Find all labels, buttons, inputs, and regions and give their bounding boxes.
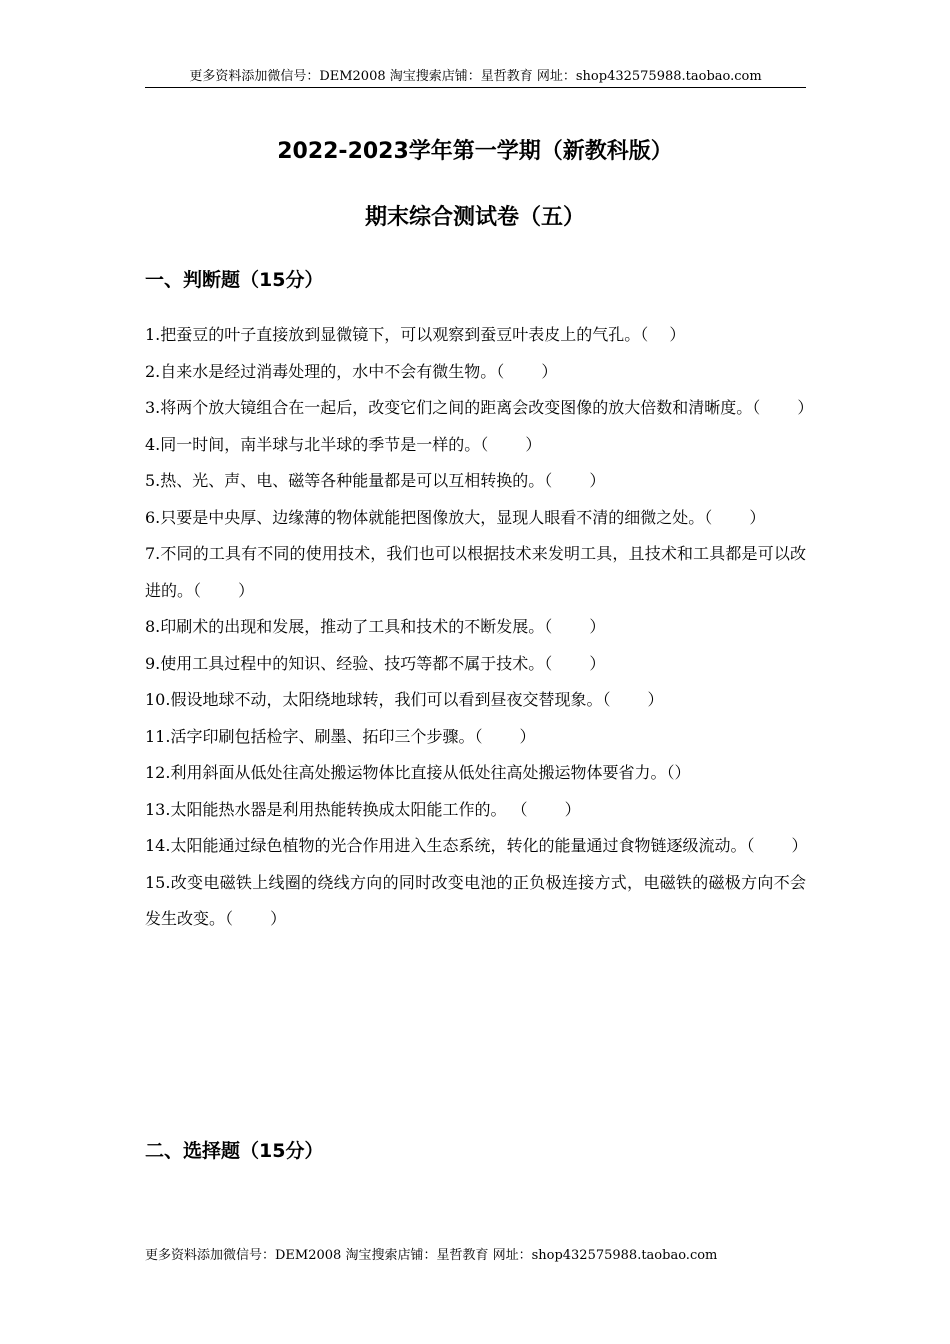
question-item: 9.使用工具过程中的知识、经验、技巧等都不属于技术。（ ）: [145, 653, 606, 673]
question-item: 8.印刷术的出现和发展，推动了工具和技术的不断发展。（ ）: [145, 617, 606, 636]
page-footer: 更多资料添加微信号：DEM2008 淘宝搜索店铺：星哲教育 网址：shop432575988.taobao.com: [145, 1248, 718, 1263]
header-divider: [145, 87, 806, 88]
section-heading-judgment: 一、判断题（15分）: [145, 269, 324, 291]
question-item: 14.太阳能通过绿色植物的光合作用进入生态系统，转化的能量通过食物链逐级流动。（ ）: [145, 836, 808, 855]
page-header: 更多资料添加微信号：DEM2008 淘宝搜索店铺：星哲教育 网址：shop432575988.taobao.com: [189, 69, 762, 84]
question-item: 12.利用斜面从低处往高处搬运物体比直接从低处往高处搬运物体要省力。（）: [145, 763, 691, 782]
question-item: 10.假设地球不动，太阳绕地球转，我们可以看到昼夜交替现象。（ ）: [145, 690, 664, 709]
question-item: 11.活字印刷包括检字、刷墨、拓印三个步骤。（ ）: [145, 726, 536, 746]
question-item: 2.自来水是经过消毒处理的，水中不会有微生物。（ ）: [145, 361, 558, 381]
exam-title: 2022-2023学年第一学期（新教科版）: [277, 139, 673, 164]
question-item: 3.将两个放大镜组合在一起后，改变它们之间的距离会改变图像的放大倍数和清晰度。（ ）: [145, 398, 814, 417]
question-item: 6.只要是中央厚、边缘薄的物体就能把图像放大，显现人眼看不清的细微之处。（ ）: [145, 507, 766, 527]
question-list: [145, 317, 814, 938]
question-item: 15.改变电磁铁上线圈的绕线方向的同时改变电池的正负极连接方式，电磁铁的磁极方向不会发生改变。（ ）: [145, 872, 806, 928]
question-item: 13.太阳能热水器是利用热能转换成太阳能工作的。 （ ）: [145, 799, 581, 819]
question-item: 7.不同的工具有不同的使用技术，我们也可以根据技术来发明工具，且技术和工具都是可以改进的。（ ）: [145, 544, 806, 600]
section-heading-choice: 二、选择题（15分）: [145, 1140, 324, 1162]
question-item: 4.同一时间，南半球与北半球的季节是一样的。（ ）: [145, 434, 542, 454]
question-item: 1.把蚕豆的叶子直接放到显微镜下，可以观察到蚕豆叶表皮上的气孔。（ ）: [145, 325, 686, 344]
exam-subtitle: 期末综合测试卷（五）: [364, 205, 585, 230]
question-item: 5.热、光、声、电、磁等各种能量都是可以互相转换的。（ ）: [145, 471, 606, 490]
